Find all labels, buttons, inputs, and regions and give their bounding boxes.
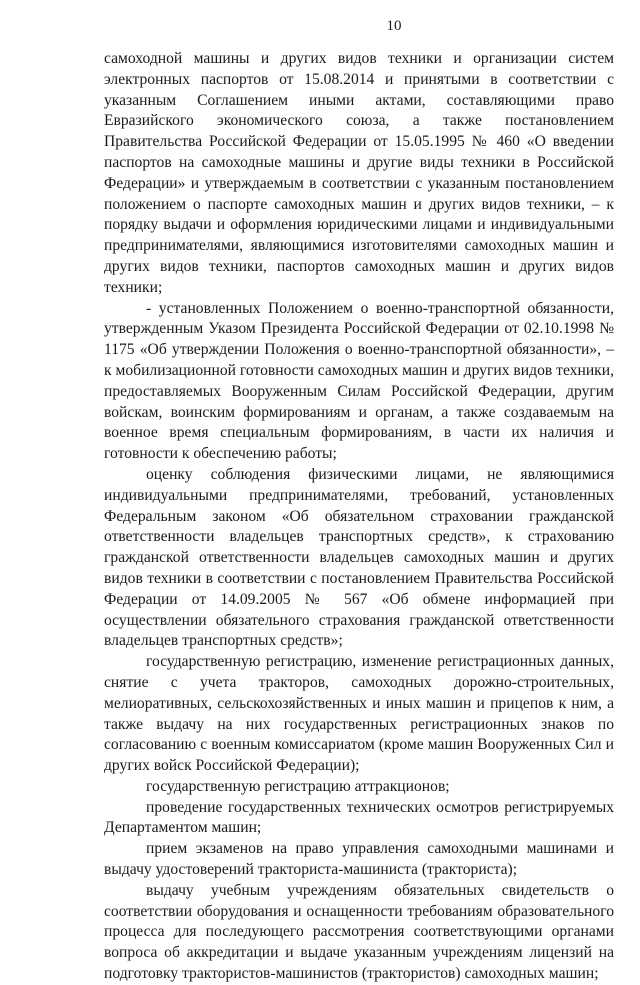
- paragraph-8: выдачу учебным учреждениям обязательных свидетельств о соответствии оборудования и оснащенности требованиям образовательного процесса для последующего рассмотрения соответствующими органами вопроса об аккредитации и выдаче указанным учреждениям лицензий на подготовку трактористов-машинистов (трактористов) самоходных машин;: [104, 881, 614, 983]
- paragraph-2: - установленных Положением о военно-транспортной обязанности, утвержденным Указом Президента Российской Федерации от 02.10.1998 № 1175 «Об утверждении Положения о военно-транспортной обязанности», – к мобилизационной готовности самоходных машин и других видов техники, предоставляемых Вооруженным Силам Российской Федерации, другим войскам, воинским формированиям и органам, а также создаваемым на военное время специальным формированиям, в части их наличия и готовности к обеспечению работы;: [104, 299, 614, 463]
- paragraph-3: оценку соблюдения физическими лицами, не являющимися индивидуальными предпринимателями, требований, установленных Федеральным законом «Об обязательном страховании гражданской ответственности владельцев транспортных средств», к страхованию гражданской ответственности владельцев самоходных машин и других видов техники в соответствии с постановлением Правительства Российской Федерации от 14.09.2005 № 567 «Об обмене информацией при осуществлении обязательного страхования гражданской ответственности владельцев транспортных средств»;: [104, 465, 614, 650]
- paragraph-5: государственную регистрацию аттракционов;: [146, 777, 450, 795]
- paragraph-1: самоходной машины и других видов техники и организации систем электронных паспортов от 15.08.2014 и принятыми в соответствии с указанным Соглашением иными актами, составляющими право Евразийского экономического союза, а также постановлением Правительства Российской Федерации от 15.05.1995 № 460 «О введении паспортов на самоходные машины и другие виды техники в Российской Федерации» и утверждаемым в соответствии с указанным постановлением положением о паспорте самоходных машин и других видов техники, – к порядку выдачи и оформления юридическими лицами и индивидуальными предпринимателями, являющимися изготовителями самоходных машин и других видов техники, паспортов самоходных машин и других видов техники;: [104, 50, 614, 296]
- page-number: 10: [386, 18, 402, 34]
- paragraph-7: прием экзаменов на право управления самоходными машинами и выдачу удостоверений тракториста-машиниста (тракториста);: [104, 840, 614, 879]
- paragraph-4: государственную регистрацию, изменение регистрационных данных, снятие с учета тракторов, самоходных дорожно-строительных, мелиоративных, сельскохозяйственных и иных машин и прицепов к ним, а также выдачу на них государственных регистрационных знаков по согласованию с военным комиссариатом (кроме машин Вооруженных Сил и других войск Российской Федерации);: [104, 653, 614, 775]
- paragraph-6: проведение государственных технических осмотров регистрируемых Департаментом машин;: [104, 798, 614, 837]
